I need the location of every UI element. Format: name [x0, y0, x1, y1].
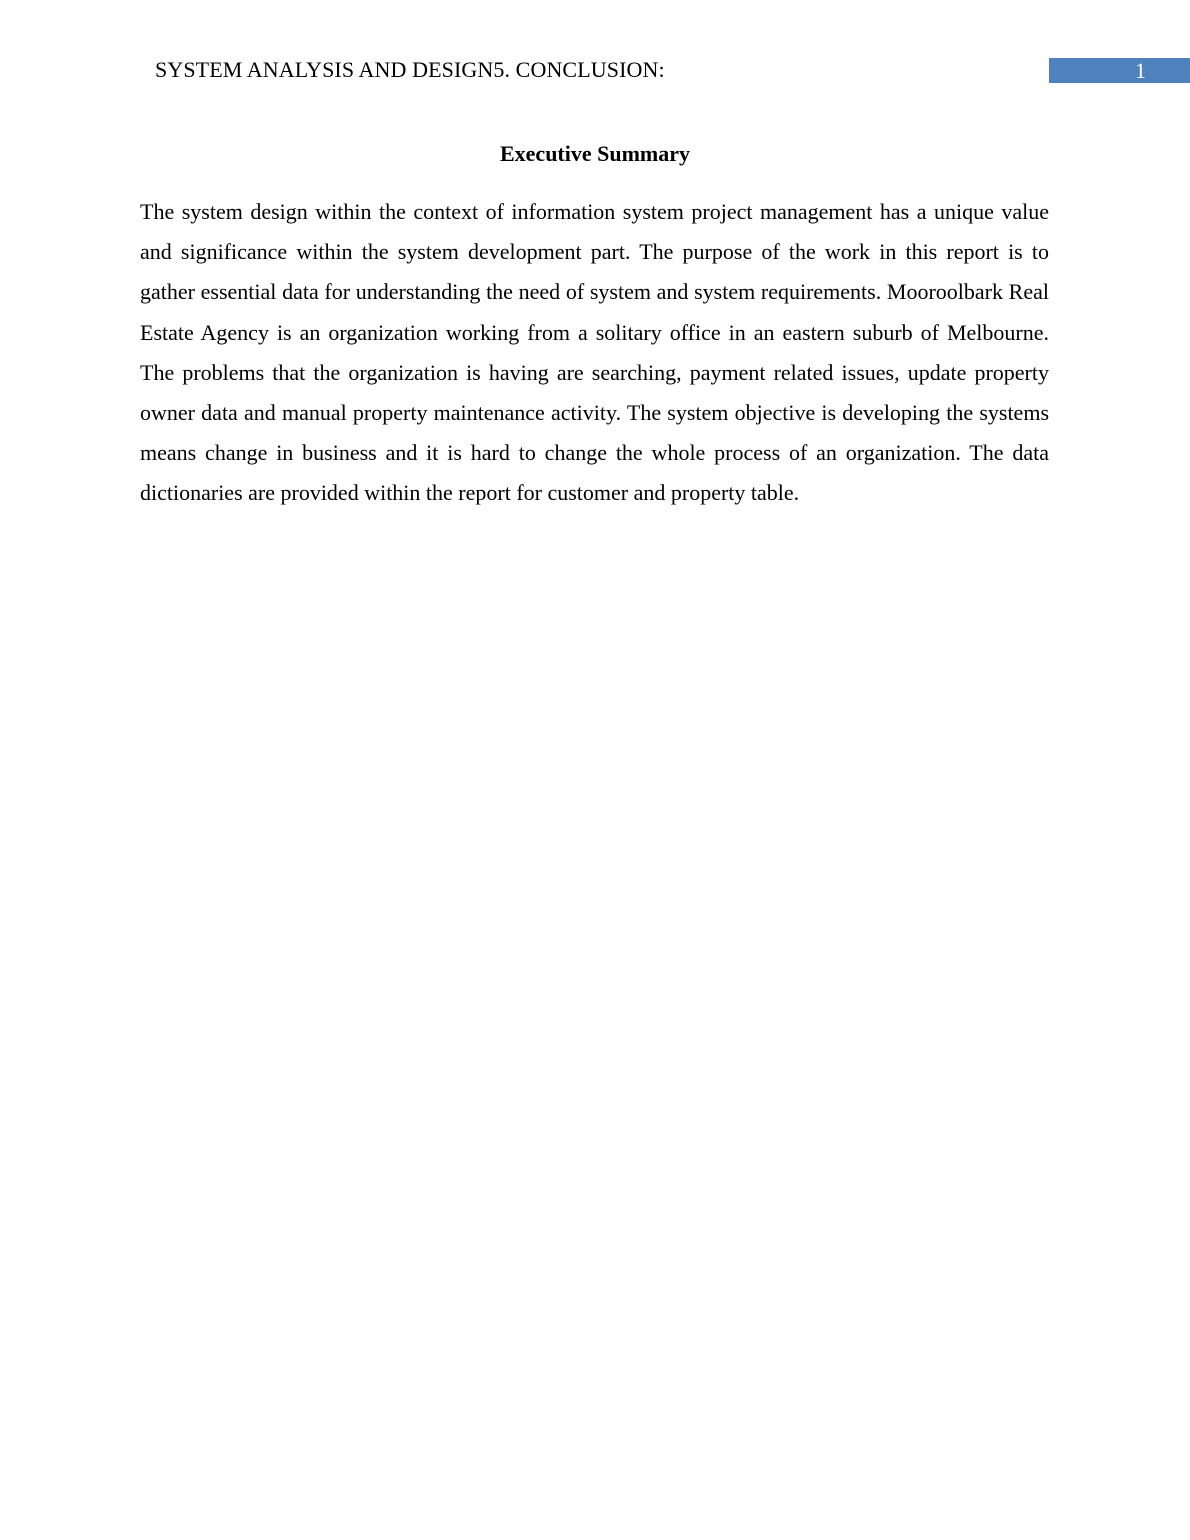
- running-header-title: SYSTEM ANALYSIS AND DESIGN5. CONCLUSION:: [155, 57, 665, 82]
- page-number-badge: 1: [1049, 58, 1190, 83]
- section-heading: Executive Summary: [499, 141, 691, 166]
- summary-paragraph: The system design within the context of information system project management has a unique value and significance within the system development part. The purpose of the work in this report is to gather essential data for understanding the need of system and system requirements. Mooroolbark Real Estate Agency is an organization working from a solitary office in an eastern suburb of Melbourne. The problems that the organization is having are searching, payment related issues, update property owner data and manual property maintenance activity. The system objective is developing the systems means change in business and it is hard to change the whole process of an organization. The data dictionaries are provided within the report for customer and property table.: [140, 199, 1049, 506]
